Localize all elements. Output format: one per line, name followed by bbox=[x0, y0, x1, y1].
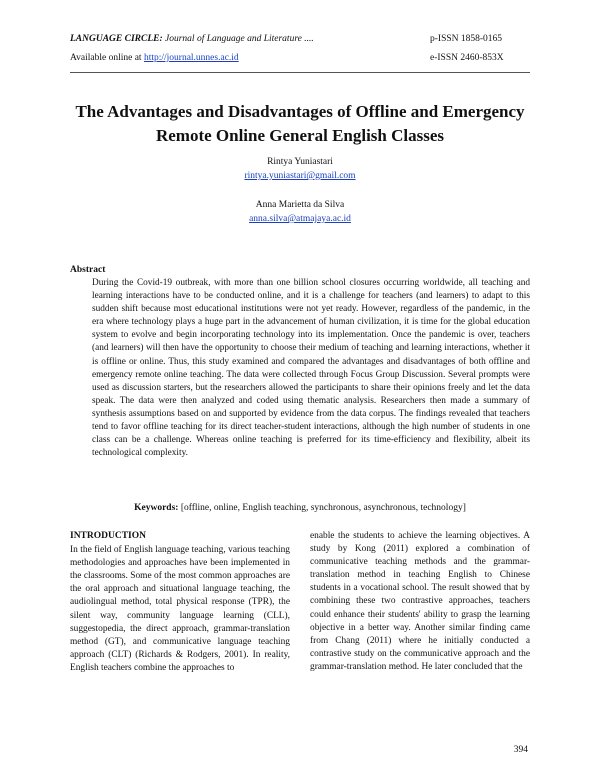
intro-left-column bbox=[70, 530, 290, 675]
intro-right-column bbox=[310, 530, 530, 674]
author-email[interactable]: anna.silva@atmajaya.ac.id bbox=[249, 214, 351, 224]
abstract-heading: Abstract bbox=[70, 265, 106, 275]
author-name: Rintya Yuniastari bbox=[267, 157, 333, 167]
availability-line: Available online at http://journal.unnes.ac.id bbox=[70, 53, 239, 63]
eissn: e-ISSN 2460-853X bbox=[430, 53, 504, 63]
journal-header bbox=[70, 30, 530, 70]
author-name: Anna Marietta da Silva bbox=[255, 200, 345, 210]
author-block-1 bbox=[0, 155, 600, 183]
journal-link[interactable]: http://journal.unnes.ac.id bbox=[143, 53, 239, 63]
keywords-line: Keywords: [offline, online, English teaching, synchronous, asynchronous, technology] bbox=[134, 503, 466, 513]
abstract-text: During the Covid-19 outbreak, with more than one billion school closures occurring worldwide, all teaching and learning interactions have to be conducted online, and it is a challenge for teachers (and learners) to adapt to this sudden shift because most educational institutions were not yet ready. However, regardless of the pandemic, in the era where technology plays a huge part in the advancement of human civilization, it is time for the global education system to evolve and begin incorporating technology into its implementation. Once the pandemic is over, teachers (and learners) will then have the opportunity to choose their medium of teaching and learning interactions, whether it is offline or online. Thus, this study examined and compared the advantages and disadvantages of both offline and emergency remote online teaching. The data were collected through Focus Group Discussion. Several prompts were used as discussion starters, but the researchers allowed the participants to share their opinions freely and let the data speak. The data were then analyzed and coded using thematic analysis. Researchers then made a summary of synthesis assumptions based on and supported by evidence from the data corpus. The findings revealed that teachers tend to favor offline teaching for its direct teacher-student interactions, although the high number of students in one class can be a challenge. Whereas online teaching is preferred for its time-efficiency and flexibility, albeit its technological complexity. bbox=[92, 278, 530, 459]
pissn: p-ISSN 1858-0165 bbox=[430, 34, 503, 44]
page-number: 394 bbox=[513, 745, 528, 755]
header-divider bbox=[70, 72, 530, 73]
intro-paragraph: In the field of English language teaching, various teaching methodologies and approaches have been implemented in the classrooms. Some of the most common approaches are the oral approach and situational language teaching, the audiolingual method, total physical response (TPR), the silent way, community language learning (CLL), suggestopedia, the direct approach, grammar-translation method (GT), and communicative language teaching approach (CLT) (Richards & Rodgers, 2001). In reality, English teachers combine the approaches to bbox=[70, 545, 290, 673]
author-block-2 bbox=[0, 198, 600, 226]
journal-title: LANGUAGE CIRCLE: Journal of Language and Literature .... bbox=[70, 34, 314, 44]
paper-title: The Advantages and Disadvantages of Offline and Emergency Remote Online General English Classes bbox=[75, 102, 525, 145]
author-email[interactable]: rintya.yuniastari@gmail.com bbox=[244, 171, 356, 181]
intro-paragraph-continued: enable the students to achieve the learning objectives. A study by Kong (2011) explored a combination of communicative teaching methods and the grammar-translation method in teaching English to Chinese students in a vocational school. The result showed that by combining these two contrastive approaches, teachers could enhance their students' ability to grasp the learning objective in a better way. Another similar finding came from Chang (2011) where he initially conducted a contrastive study on the communicative approach and the grammar-translation method. He later concluded that the bbox=[310, 531, 530, 672]
section-heading: INTRODUCTION bbox=[70, 531, 147, 541]
